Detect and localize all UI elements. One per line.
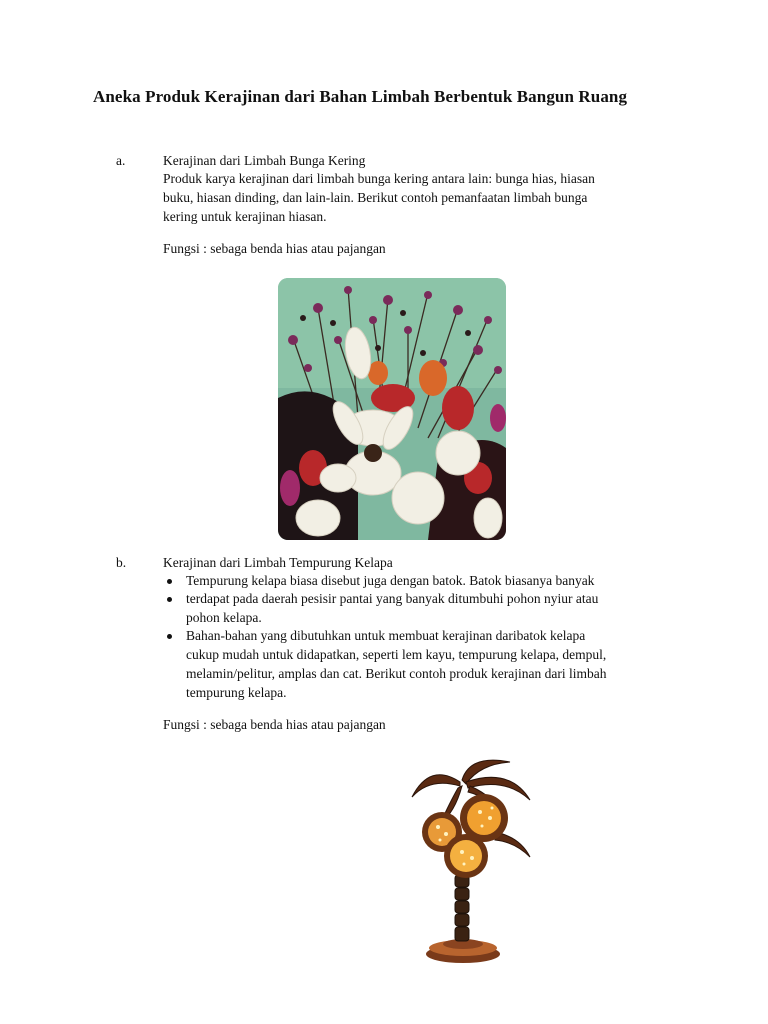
section-a-paragraph-line-2: buku, hiasan dinding, dan lain-lain. Berikut contoh pemanfaatan limbah bunga xyxy=(163,190,588,205)
bullet-dot-icon xyxy=(167,634,172,639)
section-a-heading: Kerajinan dari Limbah Bunga Kering xyxy=(163,153,366,168)
dried-flower-illustration xyxy=(278,278,506,540)
section-a-marker: a. xyxy=(116,153,126,168)
section-b-heading: Kerajinan dari Limbah Tempurung Kelapa xyxy=(163,555,393,570)
section-a-paragraph-line-1: Produk karya kerajinan dari limbah bunga kering antara lain: bunga hias, hiasan xyxy=(163,171,595,186)
section-b-fungsi: Fungsi : sebaga benda hias atau pajangan xyxy=(163,717,386,732)
coconut-lamp-illustration xyxy=(400,752,540,972)
section-b-bullet-3-line-2: cukup mudah untuk didapatkan, seperti lem kayu, tempurung kelapa, dempul, xyxy=(186,647,607,662)
section-b-bullet-3-line-1: Bahan-bahan yang dibutuhkan untuk membuat kerajinan daribatok kelapa xyxy=(186,628,586,643)
section-b-bullet-3-line-4: tempurung kelapa. xyxy=(186,685,287,700)
section-b-bullet-2-line-1: terdapat pada daerah pesisir pantai yang banyak ditumbuhi pohon nyiur atau xyxy=(186,591,599,606)
dried-flower-photo xyxy=(278,278,506,540)
section-b-bullet-3-line-3: melamin/pelitur, amplas dan cat. Berikut contoh produk kerajinan dari limbah xyxy=(186,666,607,681)
section-b-bullet-2-line-2: pohon kelapa. xyxy=(186,610,262,625)
section-a-fungsi: Fungsi : sebaga benda hias atau pajangan xyxy=(163,241,386,256)
bullet-dot-icon xyxy=(167,579,172,584)
coconut-shell-lamp-photo xyxy=(400,752,540,972)
section-a-paragraph-line-3: kering untuk kerajinan hiasan. xyxy=(163,209,327,224)
document-title: Aneka Produk Kerajinan dari Bahan Limbah Berbentuk Bangun Ruang xyxy=(93,87,628,106)
bullet-dot-icon xyxy=(167,597,172,602)
section-b-marker: b. xyxy=(116,555,127,570)
section-b-bullet-1-line-1: Tempurung kelapa biasa disebut juga dengan batok. Batok biasanya banyak xyxy=(186,573,595,588)
